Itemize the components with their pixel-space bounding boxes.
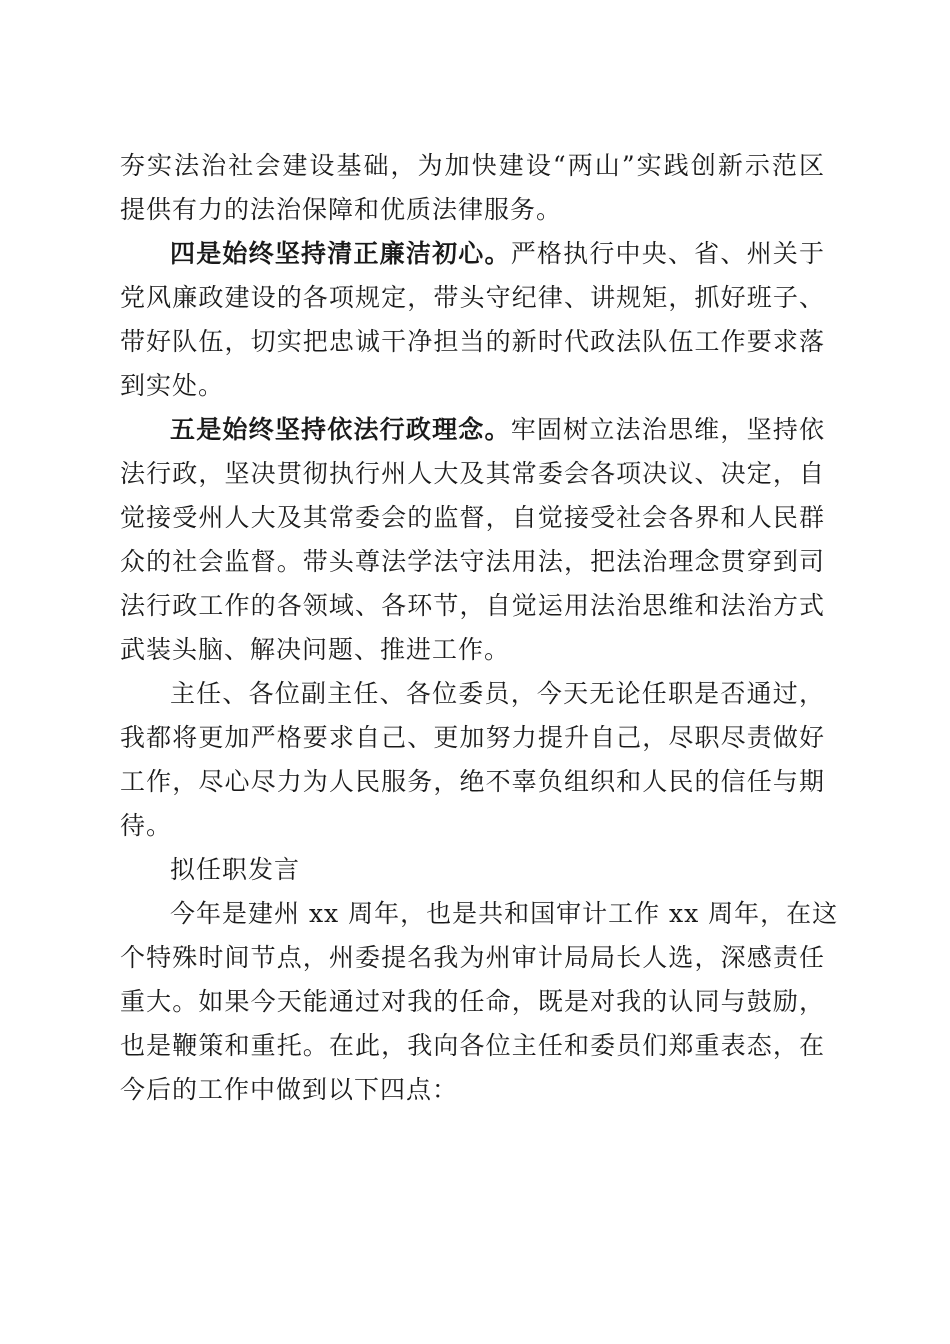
paragraph-line: 觉接受州人大及其常委会的监督，自觉接受社会各界和人民群 xyxy=(120,503,825,532)
paragraph-line: 今后的工作中做到以下四点： xyxy=(120,1075,459,1104)
paragraph-line: 到实处。 xyxy=(120,371,225,400)
paragraph-line: 夯实法治社会建设基础，为加快建设“两山”实践创新示范区 xyxy=(120,151,825,180)
paragraph-line: 众的社会监督。带头尊法学法守法用法，把法治理念贯穿到司 xyxy=(120,547,825,576)
paragraph-line: 武装头脑、解决问题、推进工作。 xyxy=(120,635,511,664)
paragraph-line: 重大。如果今天能通过对我的任命，既是对我的认同与鼓励， xyxy=(120,987,825,1016)
paragraph-line: 个特殊时间节点，州委提名我为州审计局局长人选，深感责任 xyxy=(120,943,825,972)
paragraph-line: 今年是建州 xx 周年，也是共和国审计工作 xx 周年，在这 xyxy=(170,899,839,928)
paragraph-line xyxy=(170,234,825,274)
paragraph-line: 法行政，坚决贯彻执行州人大及其常委会各项决议、决定，自 xyxy=(120,459,825,488)
paragraph-text: 严格执行中央、省、州关于 xyxy=(510,239,825,268)
paragraph-line: 党风廉政建设的各项规定，带头守纪律、讲规矩，抓好班子、 xyxy=(120,283,825,312)
paragraph-line: 待。 xyxy=(120,811,173,840)
point-heading: 五是始终坚持依法行政理念。 xyxy=(170,415,511,444)
paragraph-line: 我都将更加严格要求自己、更加努力提升自己，尽职尽责做好 xyxy=(120,723,825,752)
point-heading: 四是始终坚持清正廉洁初心。 xyxy=(170,239,511,268)
paragraph-line xyxy=(170,410,825,450)
paragraph-line: 提供有力的法治保障和优质法律服务。 xyxy=(120,195,563,224)
section-title: 拟任职发言 xyxy=(170,855,301,884)
paragraph-line: 工作，尽心尽力为人民服务，绝不辜负组织和人民的信任与期 xyxy=(120,767,825,796)
paragraph-text: 牢固树立法治思维，坚持依 xyxy=(510,415,825,444)
paragraph-line: 主任、各位副主任、各位委员，今天无论任职是否通过， xyxy=(170,679,825,708)
paragraph-line: 法行政工作的各领域、各环节，自觉运用法治思维和法治方式 xyxy=(120,591,825,620)
paragraph-line: 也是鞭策和重托。在此，我向各位主任和委员们郑重表态，在 xyxy=(120,1031,825,1060)
paragraph-line: 带好队伍，切实把忠诚干净担当的新时代政法队伍工作要求落 xyxy=(120,327,825,356)
